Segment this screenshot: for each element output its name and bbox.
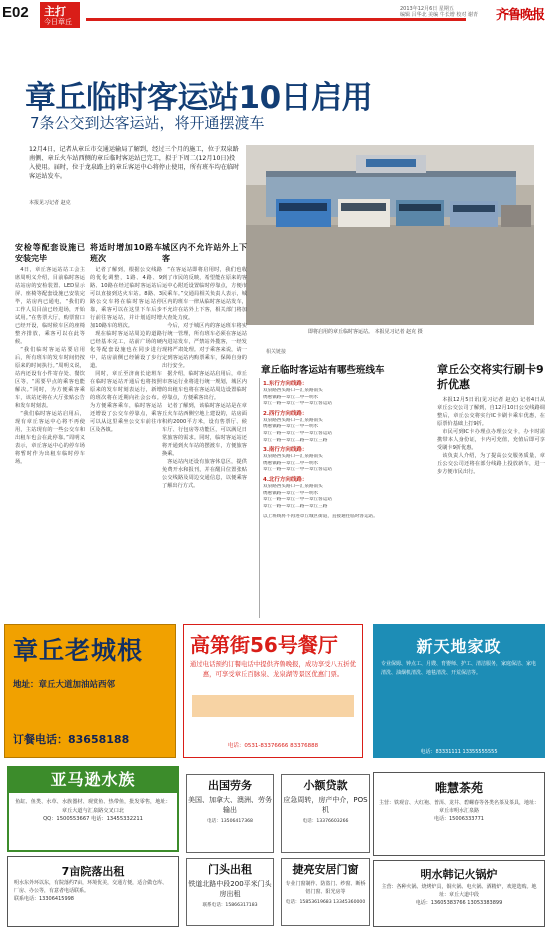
ad-zhangqiu-laochenggen[interactable]	[4, 624, 176, 758]
route-stops: 双泉路西头路口—汇泉路南头	[263, 388, 323, 393]
ad-title: 亚马逊水族	[7, 766, 179, 793]
ic-card-body	[437, 396, 545, 476]
ad-body: 应急周转，房产中介，POS机	[283, 796, 368, 814]
ic-card-article	[437, 362, 545, 617]
route-stops: 双泉路西头路口—汇泉路南头	[263, 454, 323, 460]
body-paragraph: “我们临时客运站启用后，现有章丘客运中心将不再使用，主站现有的一些公交车和出租车也会在此停靠。”周明义表示，章丘客运中心的停车场将暂时作为出租车临时停车场。	[15, 411, 85, 465]
route-title: 2.西行方向线路：	[263, 410, 308, 417]
ad-phone: 订餐电话：83658188	[13, 733, 130, 746]
article-column-2	[90, 238, 162, 620]
body-paragraph: 今后，对于城区内的客运班车将实行统一管理，所有班车必须在客运站内进站发车，严禁站外揽客，一经发现将严肃处理。对于乘客来说，请一定到客运站内购票乘车，保障自身的出行安全。	[162, 323, 247, 369]
route-stops: 章丘一路—章丘一中—章丘客运站	[263, 430, 332, 436]
page-header	[0, 0, 550, 30]
ad-restaurant[interactable]	[183, 624, 363, 758]
page-number: E02	[2, 4, 29, 21]
ad-phone: 电话：13376603266	[302, 819, 349, 824]
reporter-byline: 本报见习记者 赵克	[29, 200, 71, 206]
ad-address: 地址：章丘大道加油站西邻	[13, 680, 116, 690]
route-stops: 章丘一路—章丘二路—章丘三路	[263, 437, 328, 443]
route-stops: 绣惠镇路—章丘一中—明水	[263, 424, 319, 430]
body-paragraph: 同时，章丘至济南长途班车在临时客运站开通后也将按照原来的发车时刻表运行，新增的班次将在近期向社会公布。为方便乘客乘车，临时客运站还增设了公交车停靠点，乘客可以从这里乘坐公交车前往市区及各镇。	[90, 371, 162, 433]
ad-description: 明水东外环以东，有院落约7亩，环境优美，交通方便，适合做仓库、厂房、办公等，有意者电话联系。	[14, 880, 168, 895]
route-block	[263, 477, 427, 510]
photo-illustration	[246, 145, 534, 325]
route-stops: 绣惠镇路—章丘一中—明水	[263, 490, 319, 496]
ad-highlight-strip	[192, 695, 354, 717]
body-paragraph: 该负责人介绍，为了提高公交服务质量，章丘公交公司还将在部分线路上投放新车，进一步方便市民出行。	[437, 453, 545, 475]
bus-station-photo	[246, 145, 534, 325]
editor-credits: 编辑 吕华北 美编 牛长增 校对 谢青	[400, 12, 478, 18]
ad-title: 章丘老城根	[13, 636, 144, 665]
ad-title: 捷亮安居门窗	[292, 863, 359, 876]
body-paragraph: “我们临时客运站要启用后，所有班车的发车时间仍按原来的时间执行。”周明义说，站内还设有小件寄存处、餐饮区等，“需要早点的乘客也能解决。”同时，为方便乘客乘车，该站还将在大厅张贴公告和发车时刻表。	[15, 347, 85, 409]
route-block	[263, 381, 427, 408]
route-stops: 双泉路西头路口—汇泉路南头	[263, 483, 323, 489]
route-stops: 绣惠镇路—章丘二中—明水	[263, 460, 319, 466]
section-subtitle: 今日章丘	[44, 18, 72, 26]
route-stops: 双泉路西头路口—汇泉路南头	[263, 417, 323, 423]
ad-body: 铁道北路中段200平米门头房出租	[188, 880, 272, 898]
lead-paragraph: 12月4日，记者从章丘市交通运输局了解到，经过三个月的施工，位于双泉路南侧、章丘火车站西侧的章丘临时客运站已完工，拟于下周二(12月10日)投入使用。届时，位于龙泉路上的章丘客运中心将停止使用，所有班车均在临时客运站发车。	[29, 146, 240, 180]
route-stops: 章丘一路—章丘二路—章丘三路	[263, 503, 328, 509]
body-paragraph: “在客运站即将启用时，我们也收到了市民的反映，希望能在原来的客运中心附近设置临时停靠点，方便市民乘车。”交通局相关负责人表示，城区内的班车一律从临时客运站发车，不允许在站外上下客，相关部门将加大查处力度。	[162, 267, 247, 321]
ad-title: 新天地家政	[416, 637, 502, 656]
ad-description: 主营：各种火锅、烧烤炉具，铜火锅、电火锅、酒精炉，欢迎选购。地址：章丘大道中段	[381, 884, 537, 898]
route-stops: 章丘一路—章丘一中—章丘客运站	[263, 497, 332, 503]
ad-description: 主营：铁观音、大红袍、普洱、龙井、碧螺春等各类名茶及茶具，地址：章丘市明水汇泉路	[378, 800, 539, 814]
ad-title: 唯慧茶苑	[434, 781, 483, 795]
route-stops: 章丘一路—章丘一中—章丘客运站	[263, 401, 332, 407]
ad-courtyard-rent[interactable]	[7, 856, 179, 927]
route-block	[263, 447, 427, 474]
ad-phone: 联系电话：15866317183	[202, 903, 258, 908]
photo-caption: 即将启用的章丘临时客运站。 本报见习记者 赵克 摄	[308, 329, 423, 335]
ad-amazon-aquarium[interactable]	[7, 766, 179, 852]
ad-title: 高第街56号餐厅	[190, 633, 338, 657]
route-block	[263, 411, 427, 444]
ad-title: 门头出租	[208, 863, 252, 876]
ad-phone: 联系电话：13306415998	[14, 896, 74, 903]
newspaper-logo: 齐鲁晚报	[496, 8, 545, 23]
ad-phone: 电话：15853619683 13345360000	[285, 900, 366, 905]
column-heading: 城区内不允许站外上下客	[162, 243, 247, 263]
routes-heading: 章丘临时客运站有哪些班线车	[261, 365, 385, 376]
body-paragraph: 市民可到IC卡办理点办理公交卡，办卡时需携带本人身份证，卡内可充值，充值后即可享受刷卡9折优惠。	[437, 429, 545, 451]
body-paragraph: 4日，章丘客运站站工会主席周明义介绍，目前临时客运站站房的安检装置、LED显示屏、座椅等配套设施已安装完毕，站房内已通电，“我们的工作人员目前已经进场，开始试用。”在售票大厅，购票窗口已经开设，临时候车区的座椅整齐排放，乘客可以在此等候。	[15, 267, 85, 345]
route-stops: 绣惠镇路—章丘二中—明水	[263, 394, 319, 400]
ad-body	[14, 879, 172, 904]
section-title: 主打	[44, 5, 66, 18]
ad-body	[378, 883, 540, 907]
route-title: 4.北行方向线路：	[263, 476, 308, 483]
issue-date: 2013年12月6日 星期五	[400, 6, 454, 12]
article-column-1	[15, 238, 85, 620]
ad-phone: 电话：15006333771	[434, 816, 484, 822]
body-paragraph: 据介绍，临时客运站启用后，章丘市客运行业将进行统一规划，城区内的出租车也将在客运站周边设置临时停靠点，方便乘客出行。	[162, 371, 247, 401]
ad-title: 7亩院落出租	[61, 865, 125, 878]
ad-title: 小额贷款	[303, 779, 348, 792]
ad-tea-house[interactable]	[373, 772, 545, 856]
article-column-3	[162, 238, 247, 620]
ad-hotpot-stove[interactable]	[373, 860, 545, 927]
ic-card-heading: 章丘公交将实行刷卡9折优惠	[437, 363, 544, 391]
ad-body: 专业门窗制作、防盗门、纱窗、断桥铝门窗、阳光房等	[285, 881, 366, 895]
ad-body: 美国、加拿大、澳洲、劳务输出	[188, 796, 272, 814]
ad-small-loan[interactable]	[281, 774, 370, 853]
column-heading: 将适时增加10路车班次	[90, 243, 162, 263]
body-paragraph: 记者了解到，该临时客运站是在章丘火车站西侧空地上建设的，站房面积约2000平方米，设有售票厅、候车厅、行包房等功能区，可以满足日常旅客的需求。同时，临时客运站还将开通到火车站的摆渡车，方便旅客换乘。	[162, 403, 247, 457]
column-heading: 安检等配套设施已安装完毕	[15, 243, 85, 263]
ad-phone: 电话：13506417368	[207, 819, 253, 824]
ad-doors-windows[interactable]	[281, 858, 370, 926]
route-title: 1.东行方向线路：	[263, 381, 308, 387]
ad-phone: 电话：13605383766 13053383899	[415, 900, 503, 906]
subheadline: 7条公交到达客运站，将开通摆渡车	[30, 114, 265, 132]
date-line	[400, 6, 495, 18]
ad-phone: 电话：83331111 13355555555	[420, 749, 498, 755]
ad-description: 鱼缸、鱼类、水草、水族器材、观赏鱼、热带鱼，批发零售，地址：章丘大道与汇泉路交叉口北	[15, 799, 171, 814]
ad-xintiandi-housekeeping[interactable]	[373, 624, 545, 758]
ad-body: 专业保姆、钟点工、月嫂、育婴师、护工、清洁服务，家庭保洁、家电清洗、油烟机清洗、地毯清洗、开荒保洁等。	[381, 661, 537, 676]
route-title: 3.南行方向线路：	[263, 447, 308, 454]
ad-body	[13, 798, 173, 824]
routes-note: 以上班线将不再进章丘城区街道，直接通往临时客运站。	[263, 514, 378, 520]
ad-body: 通过电话预约订餐电话中提供齐鲁晚报，成功享受八五折优惠，可享受章丘百脉泉、龙泉湖等景区优惠门票。	[189, 660, 357, 678]
routes-list	[259, 378, 427, 618]
header-rule	[86, 18, 466, 21]
ad-phone: 电话：0531-83376666 83376888	[227, 743, 319, 749]
body-paragraph: 现在临时客运站周边的道路已经基本完工，站前广场的硬化等配套设施也在同步进行中，站房前侧已经铺设了步行道。	[90, 331, 162, 369]
ad-title: 明水韩记火锅炉	[420, 868, 498, 881]
related-link-label: 相关链接	[266, 349, 287, 355]
ad-title: 出国劳务	[208, 779, 252, 792]
body-paragraph: 本报12月5日讯(见习记者 赵克) 记者4日从章丘公交公司了解到，自12月10日公交线路调整后，章丘公交将实行IC卡刷卡乘车优惠，在原票价基础上打9折。	[437, 397, 545, 427]
ad-phone: QQ：1500553667 电话：13455332211	[43, 816, 143, 822]
ad-body	[378, 799, 540, 823]
ad-shopfront-rent[interactable]	[186, 858, 274, 926]
body-paragraph: 客运站内还设有旅客休息区，提供免费开水和报刊，并在醒目位置张贴公交线路及周边交通信息，以便乘客了解出行方式。	[162, 459, 247, 489]
ad-overseas-labor[interactable]	[186, 774, 274, 853]
headline: 章丘临时客运站10日启用	[25, 80, 373, 116]
body-paragraph: 记者了解到，根据公交线路的优化调整，1路、4路、9路、10路在经过临时客运站后可以直接到达火车站。8路、3路公交车将在临时客运站停靠，乘客可以在这里下车后步行前往客运站，并计划适时增加10路车的班次。	[90, 267, 162, 329]
route-stops: 章丘一路—章丘一中—章丘客运站	[263, 467, 332, 473]
